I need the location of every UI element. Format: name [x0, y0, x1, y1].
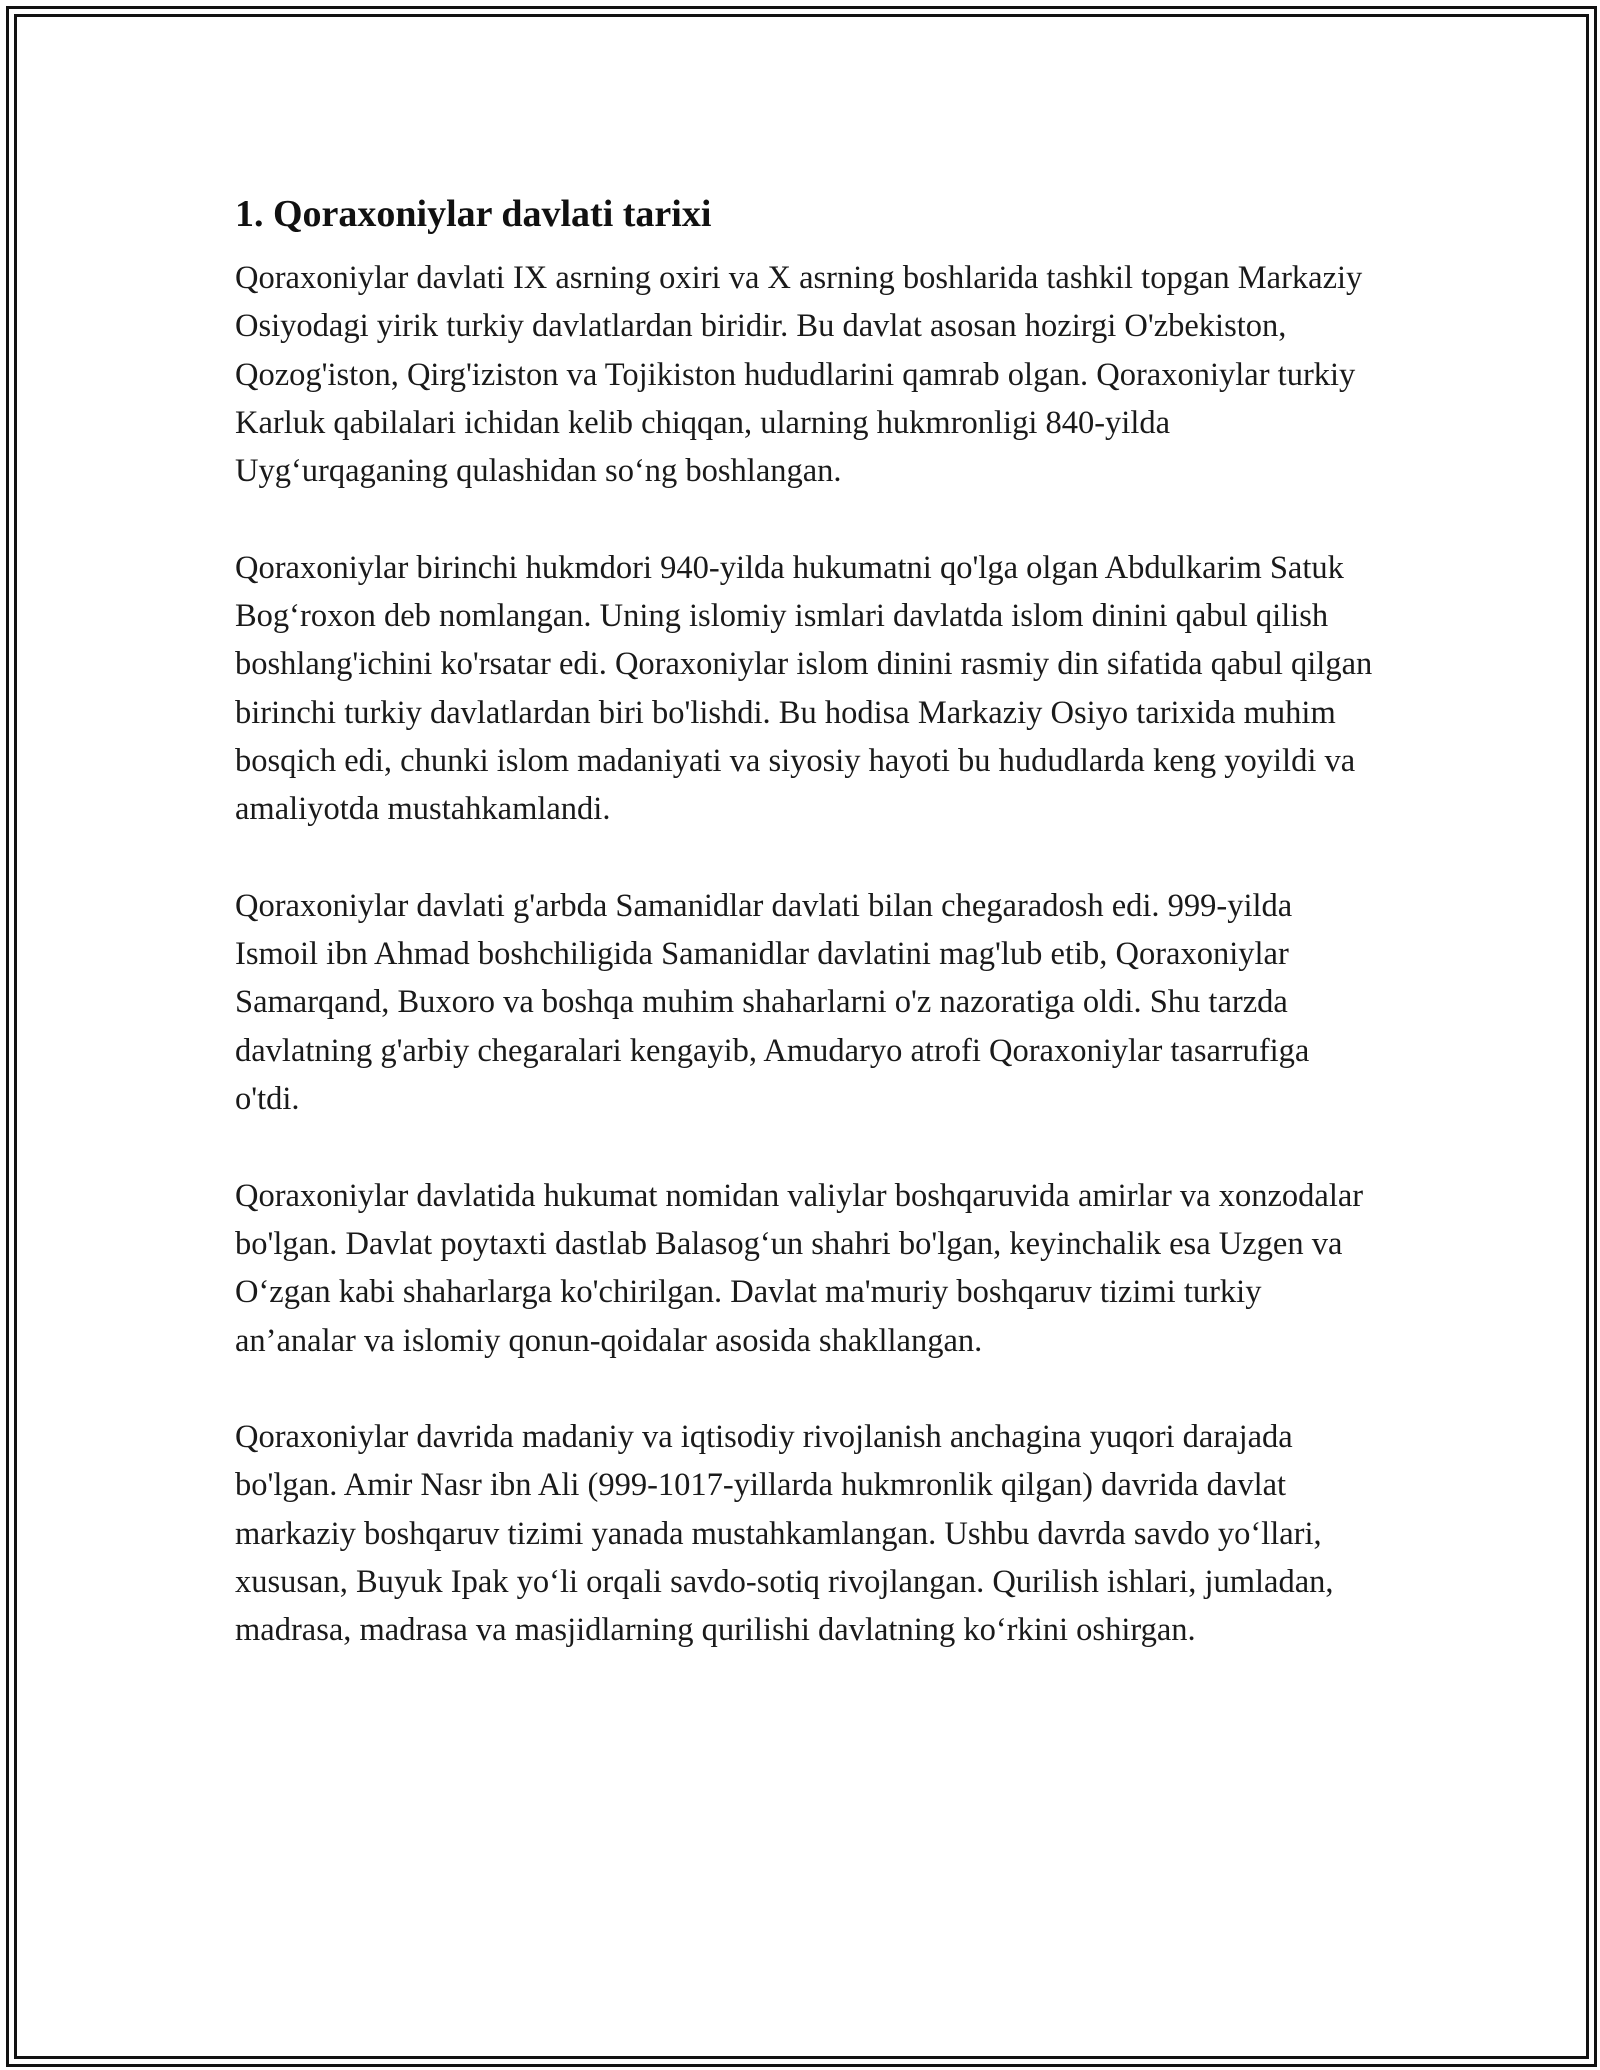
- paragraph-culture-economy: Qoraxoniylar davrida madaniy va iqtisodiy rivojlanish anchagina yuqori darajada bo'lgan. Amir Nasr ibn Ali (999-1017-yillarda hukmronlik qilgan) davrida davlat markaziy boshqaruv tizimi yanada mustahkamlangan. Ushbu davrda savdo yo‘llari, xususan, Buyuk Ipak yo‘li orqali savdo-sotiq rivojlangan. Qurilish ishlari, jumladan, madrasa, madrasa va masjidlarning qurilishi davlatning ko‘rkini oshirgan.: [235, 1419, 1334, 1649]
- paragraph-western-border: Qoraxoniylar davlati g'arbda Samanidlar davlati bilan chegaradosh edi. 999-yilda Ismoil ibn Ahmad boshchiligida Samanidlar davlatini mag'lub etib, Qoraxoniylar Samarqand, Buxoro va boshqa muhim shaharlarni o'z nazoratiga oldi. Shu tarzda davlatning g'arbiy chegaralari kengayib, Amudaryo atrofi Qoraxoniylar tasarrufiga o'tdi.: [235, 887, 1310, 1118]
- paragraph-administration: Qoraxoniylar davlatida hukumat nomidan valiylar boshqaruvida amirlar va xonzodalar bo'lgan. Davlat poytaxti dastlab Balasog‘un shahri bo'lgan, keyinchalik esa Uzgen va O‘zgan kabi shaharlarga ko'chirilgan. Davlat ma'muriy boshqaruv tizimi turkiy an’analar va islomiy qonun-qoidalar asosida shakllangan.: [235, 1177, 1364, 1359]
- paragraph-first-ruler: Qoraxoniylar birinchi hukmdori 940-yilda hukumatni qo'lga olgan Abdulkarim Satuk Bog‘roxon deb nomlangan. Uning islomiy ismlari davlatda islom dinini qabul qilish boshlang'ichini ko'rsatar edi. Qoraxoniylar islom dinini rasmiy din sifatida qabul qilgan birinchi turkiy davlatlardan biri bo'lishdi. Bu hodisa Markaziy Osiyo tarixida muhim bosqich edi, chunki islom madaniyati va siyosiy hayoti bu hududlarda keng yoyildi va amaliyotda mustahkamlandi.: [235, 549, 1373, 828]
- section-heading: 1. Qoraxoniylar davlati tarixi: [235, 193, 712, 235]
- paragraph-origins: Qoraxoniylar davlati IX asrning oxiri va X asrning boshlarida tashkil topgan Markaziy Osiyodagi yirik turkiy davlatlardan biridir. Bu davlat asosan hozirgi O'zbekiston, Qozog'iston, Qirg'iziston va Tojikiston hududlarini qamrab olgan. Qoraxoniylar turkiy Karluk qabilalari ichidan kelib chiqqan, ularning hukmronligi 840-yilda Uyg‘urqaganing qulashidan so‘ng boshlangan.: [235, 260, 1363, 490]
- document-body: [235, 186, 1375, 1703]
